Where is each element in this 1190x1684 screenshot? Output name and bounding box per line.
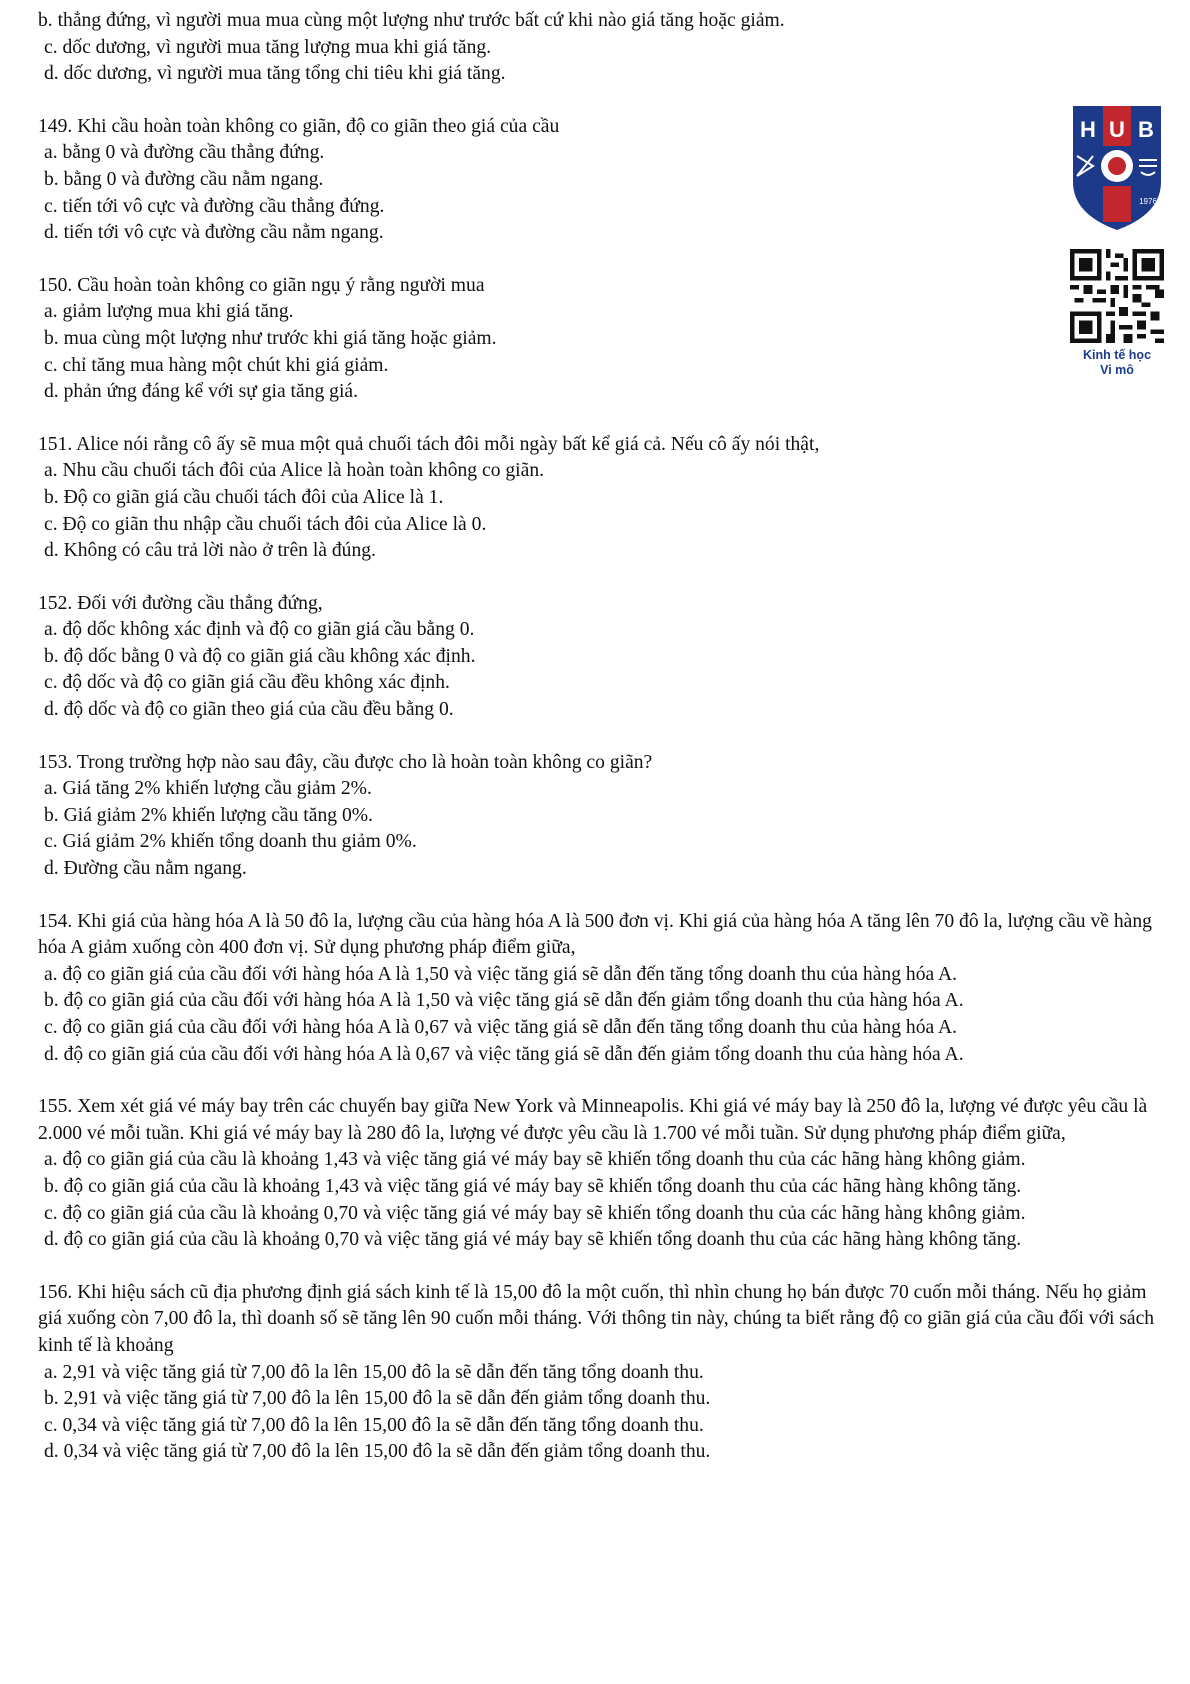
- option: c. Giá giảm 2% khiến tổng doanh thu giảm 0%.: [44, 831, 417, 853]
- option: b. bằng 0 và đường cầu nằm ngang.: [44, 168, 324, 190]
- option: d. 0,34 và việc tăng giá từ 7,00 đô la lên 15,00 đô la sẽ dẫn đến giảm tổng doanh thu.: [44, 1441, 711, 1463]
- question-text: 155. Xem xét giá vé máy bay trên các chuyến bay giữa New York và Minneapolis. Khi giá vé máy bay là 250 đô la, lượng vé được yêu cầu là 2.000 vé mỗi tuần. Khi giá vé máy bay là 280 đô la, lượng vé được yêu cầu là 1.700 vé mỗi tuần. Sử dụng phương pháp điểm giữa,: [38, 1096, 1148, 1144]
- option: a. giảm lượng mua khi giá tăng.: [44, 301, 294, 323]
- option: a. bằng 0 và đường cầu thẳng đứng.: [44, 142, 325, 164]
- option: d. độ co giãn giá của cầu đối với hàng hóa A là 0,67 và việc tăng giá sẽ dẫn đến giảm tổng doanh thu của hàng hóa A.: [44, 1043, 964, 1065]
- option: b. độ co giãn giá của cầu đối với hàng hóa A là 1,50 và việc tăng giá sẽ dẫn đến giảm tổng doanh thu của hàng hóa A.: [44, 990, 964, 1012]
- option: d. Không có câu trả lời nào ở trên là đúng.: [44, 540, 376, 562]
- option: c. độ dốc và độ co giãn giá cầu đều không xác định.: [44, 672, 450, 694]
- option: b. Giá giảm 2% khiến lượng cầu tăng 0%.: [44, 804, 373, 826]
- option: c. dốc dương, vì người mua tăng lượng mua khi giá tăng.: [44, 36, 492, 58]
- question-intro-continuation: [38, 8, 1168, 88]
- question-text: 156. Khi hiệu sách cũ địa phương định giá sách kinh tế là 15,00 đô la một cuốn, thì nhìn chung họ bán được 70 cuốn mỗi tháng. Nếu họ giảm giá xuống còn 7,00 đô la, thì doanh số sẽ tăng lên 90 cuốn mỗi tháng. Với thông tin này, chúng ta biết rằng độ co giãn giá của cầu đối với sách kinh tế là khoảng: [38, 1281, 1155, 1356]
- option: a. độ co giãn giá của cầu đối với hàng hóa A là 1,50 và việc tăng giá sẽ dẫn đến tăng tổng doanh thu của hàng hóa A.: [44, 963, 958, 985]
- option: b. Độ co giãn giá cầu chuối tách đôi của Alice là 1.: [44, 486, 444, 508]
- question-text: 153. Trong trường hợp nào sau đây, cầu được cho là hoàn toàn không co giãn?: [38, 751, 653, 773]
- logo-letter-b: B: [1138, 117, 1154, 142]
- question-156: [38, 1280, 1168, 1466]
- option: b. 2,91 và việc tăng giá từ 7,00 đô la lên 15,00 đô la sẽ dẫn đến giảm tổng doanh thu.: [44, 1388, 711, 1410]
- option: c. độ co giãn giá của cầu là khoảng 0,70 và việc tăng giá vé máy bay sẽ khiến tổng doanh thu của các hãng hàng không giảm.: [44, 1202, 1026, 1224]
- option: d. phản ứng đáng kể với sự gia tăng giá.: [44, 381, 359, 403]
- option: b. độ dốc bằng 0 và độ co giãn giá cầu không xác định.: [44, 645, 476, 667]
- question-152: [38, 591, 1168, 724]
- question-text: 151. Alice nói rằng cô ấy sẽ mua một quả chuối tách đôi mỗi ngày bất kể giá cả. Nếu cô ấy nói thật,: [38, 433, 820, 455]
- question-153: [38, 750, 1168, 883]
- question-text: 152. Đối với đường cầu thẳng đứng,: [38, 592, 323, 614]
- document-page: [38, 8, 1168, 1492]
- logo-letter-h: H: [1080, 117, 1096, 142]
- logo-year: 1976: [1139, 197, 1157, 206]
- question-text: 150. Cầu hoàn toàn không co giãn ngụ ý rằng người mua: [38, 274, 485, 296]
- logo-letter-u: U: [1109, 117, 1125, 142]
- question-150: [38, 273, 1168, 406]
- option: c. 0,34 và việc tăng giá từ 7,00 đô la lên 15,00 đô la sẽ dẫn đến tăng tổng doanh thu.: [44, 1414, 704, 1436]
- logo-caption-line1: Kinh tế học: [1082, 348, 1152, 362]
- option: c. Độ co giãn thu nhập cầu chuối tách đôi của Alice là 0.: [44, 513, 487, 535]
- question-149: [38, 114, 1168, 247]
- option: a. 2,91 và việc tăng giá từ 7,00 đô la lên 15,00 đô la sẽ dẫn đến tăng tổng doanh thu.: [44, 1361, 704, 1383]
- question-text: 149. Khi cầu hoàn toàn không co giãn, độ co giãn theo giá của cầu: [38, 115, 560, 137]
- option: a. độ co giãn giá của cầu là khoảng 1,43 và việc tăng giá vé máy bay sẽ khiến tổng doanh thu của các hãng hàng không giảm.: [44, 1149, 1026, 1171]
- option: c. chỉ tăng mua hàng một chút khi giá giảm.: [44, 354, 389, 376]
- option: d. độ dốc và độ co giãn theo giá của cầu đều bằng 0.: [44, 699, 454, 721]
- option: a. Nhu cầu chuối tách đôi của Alice là hoàn toàn không co giãn.: [44, 460, 545, 482]
- logo-caption-line2: Vi mô: [1100, 363, 1134, 377]
- option: d. Đường cầu nằm ngang.: [44, 858, 247, 880]
- option: a. độ dốc không xác định và độ co giãn giá cầu bằng 0.: [44, 619, 475, 641]
- option: b. độ co giãn giá của cầu là khoảng 1,43 và việc tăng giá vé máy bay sẽ khiến tổng doanh thu của các hãng hàng không tăng.: [44, 1175, 1022, 1197]
- option: b. mua cùng một lượng như trước khi giá tăng hoặc giảm.: [44, 327, 497, 349]
- option: d. dốc dương, vì người mua tăng tổng chi tiêu khi giá tăng.: [44, 63, 506, 85]
- question-155: [38, 1094, 1168, 1254]
- question-154: [38, 909, 1168, 1069]
- option: d. độ co giãn giá của cầu là khoảng 0,70 và việc tăng giá vé máy bay sẽ khiến tổng doanh thu của các hãng hàng không tăng.: [44, 1229, 1022, 1251]
- option: c. tiến tới vô cực và đường cầu thẳng đứng.: [44, 195, 385, 217]
- option: d. tiến tới vô cực và đường cầu nằm ngang.: [44, 222, 384, 244]
- option: c. độ co giãn giá của cầu đối với hàng hóa A là 0,67 và việc tăng giá sẽ dẫn đến tăng tổng doanh thu của hàng hóa A.: [44, 1017, 958, 1038]
- question-text: 154. Khi giá của hàng hóa A là 50 đô la, lượng cầu của hàng hóa A là 500 đơn vị. Khi giá của hàng hóa A tăng lên 70 đô la, lượng cầu về hàng hóa A giảm xuống còn 400 đơn vị. Sử dụng phương pháp điểm giữa,: [38, 910, 1152, 959]
- question-151: [38, 432, 1168, 565]
- option: a. Giá tăng 2% khiến lượng cầu giảm 2%.: [44, 778, 372, 800]
- option: b. thẳng đứng, vì người mua mua cùng một lượng như trước bất cứ khi nào giá tăng hoặc giảm.: [38, 10, 785, 31]
